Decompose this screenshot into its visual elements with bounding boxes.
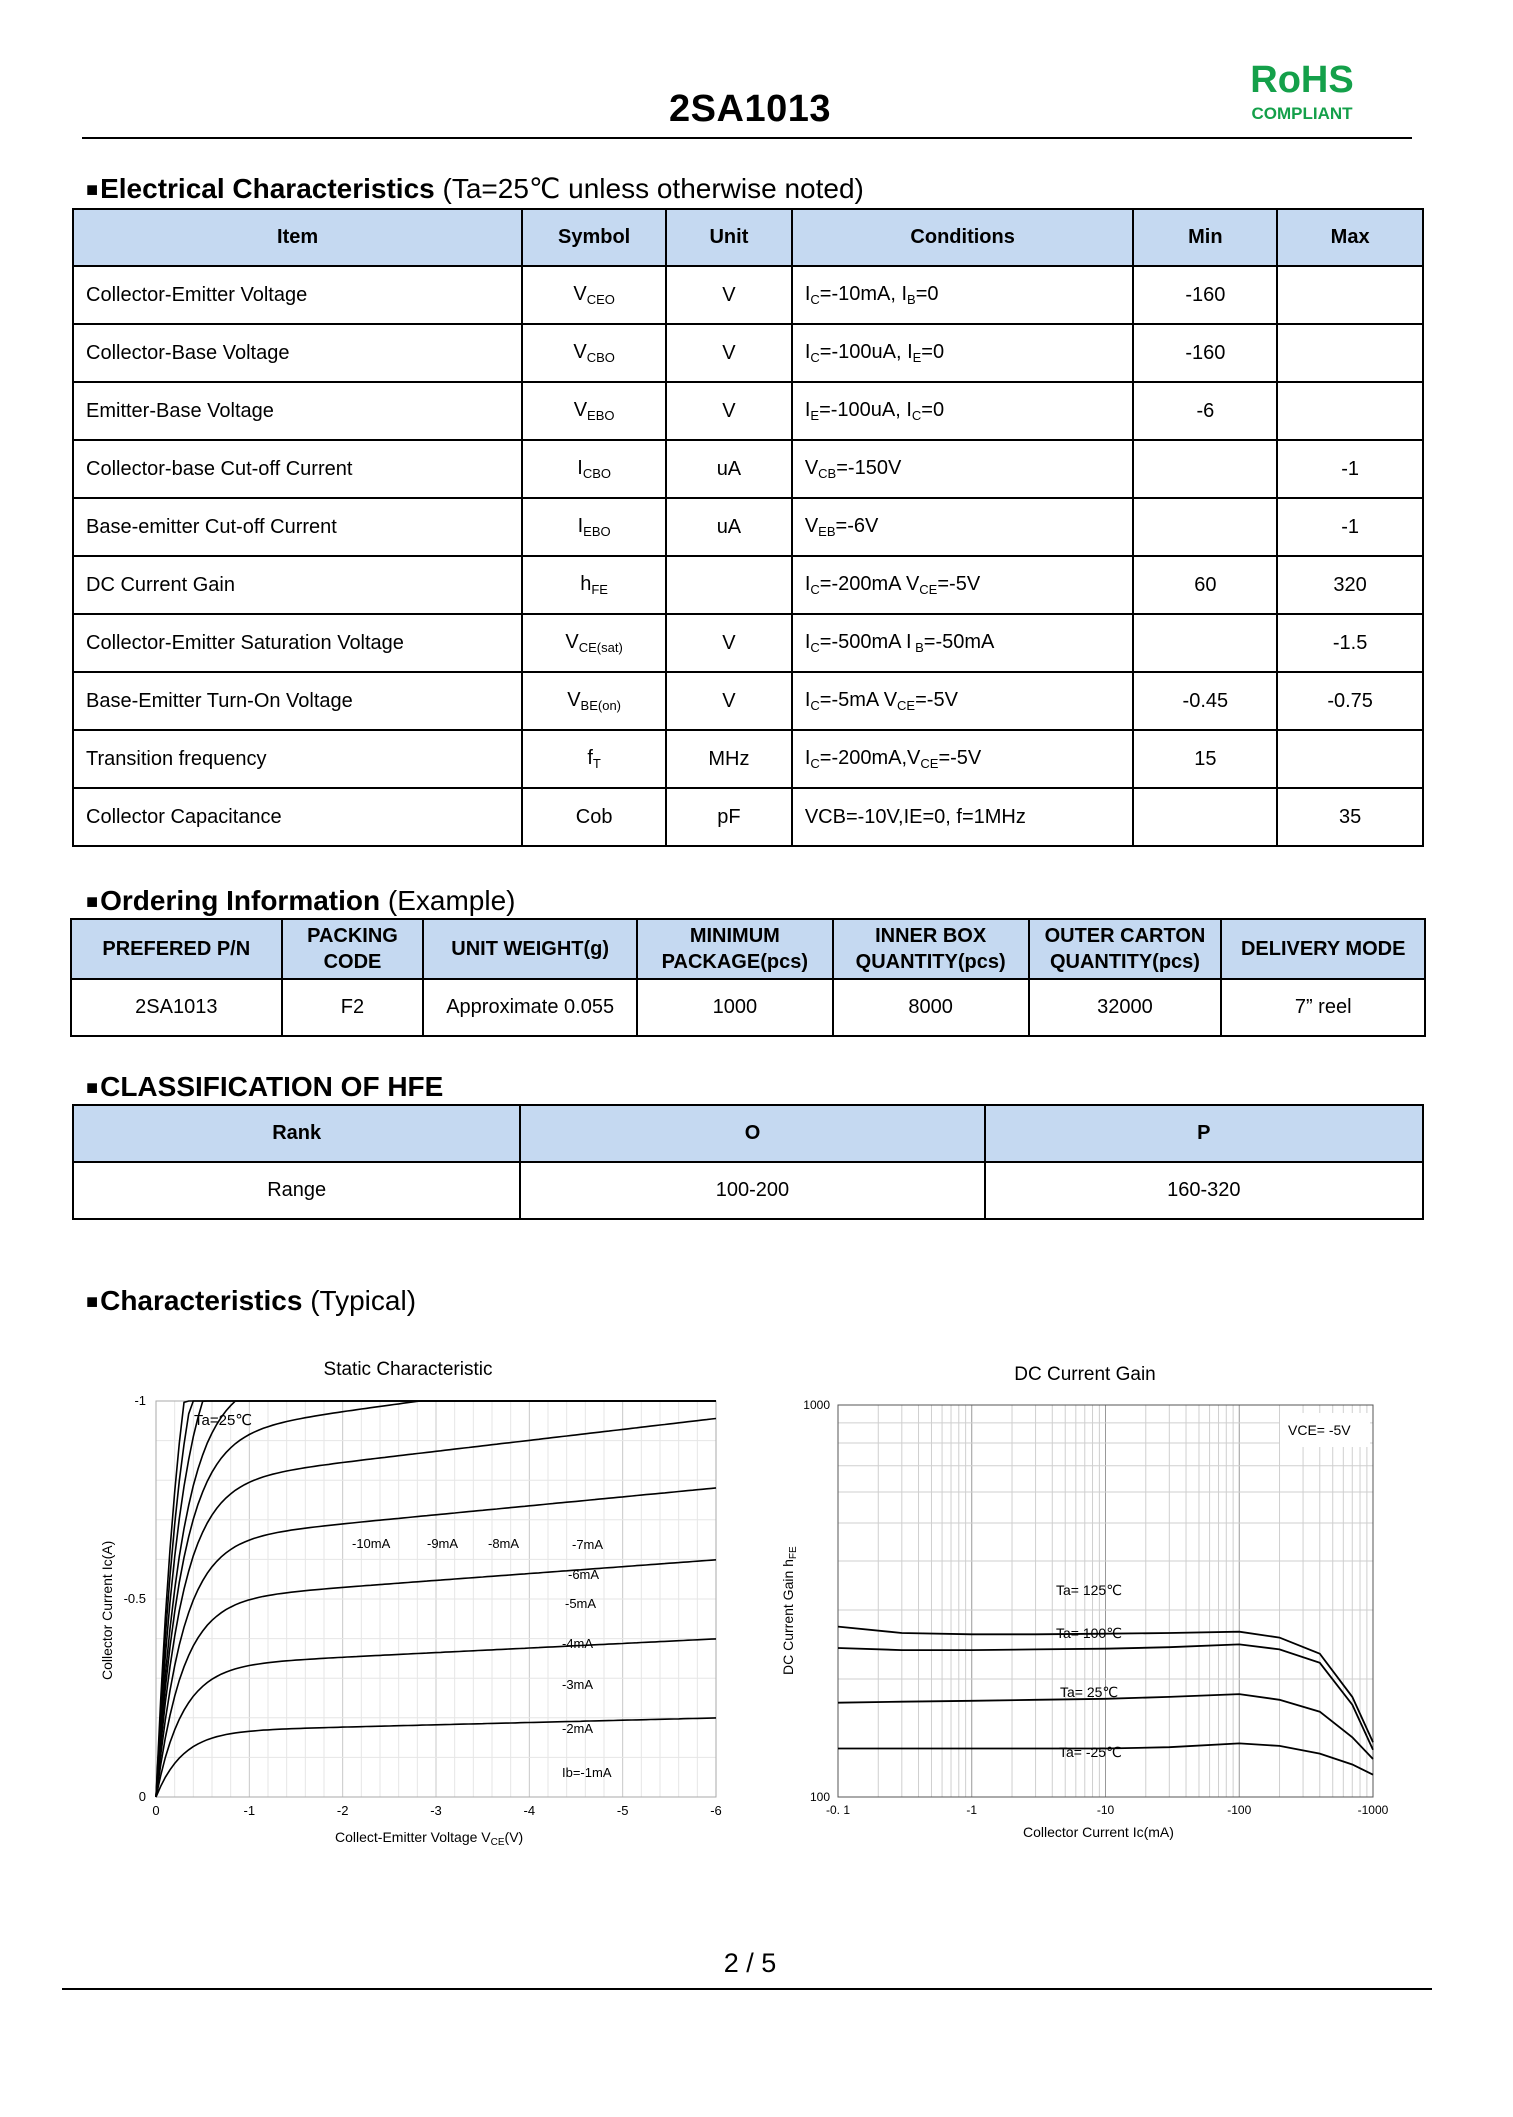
symbol-subscript: CE(sat) [578, 640, 623, 655]
series-label: -6mA [568, 1567, 600, 1582]
conditions-cell: $I_C=-500mA$ I $_B$=-50mA [792, 614, 1134, 672]
conditions-cell: $V_{EB}=-6V$ [792, 498, 1134, 556]
min-cell: 60 [1133, 556, 1277, 614]
x-tick-label: -1000 [1357, 1803, 1389, 1817]
rohs-logo: RoHS [1250, 59, 1354, 101]
min-cell [1133, 614, 1277, 672]
classification-cell: 100-200 [520, 1162, 984, 1219]
conditions-cell: $I_E=-100uA$, $I_C=0$ [792, 382, 1134, 440]
ordering-cell: F2 [282, 979, 424, 1036]
min-cell: -0.45 [1133, 672, 1277, 730]
ordering-cell: Approximate 0.055 [423, 979, 637, 1036]
table-row [73, 324, 1423, 382]
column-header: P [985, 1105, 1423, 1162]
series-label: Ta= 100℃ [1056, 1625, 1122, 1641]
column-header: OUTER CARTON QUANTITY(pcs) [1029, 919, 1222, 979]
item-cell: Emitter-Base Voltage [73, 382, 522, 440]
ordering-table [70, 918, 1426, 1037]
min-cell [1133, 498, 1277, 556]
y-tick-label: 1000 [803, 1398, 830, 1412]
item-cell: DC Current Gain [73, 556, 522, 614]
symbol-subscript: CBO [586, 350, 615, 365]
item-cell: Collector-Base Voltage [73, 324, 522, 382]
series-label: -2mA [562, 1721, 594, 1736]
column-header: Rank [73, 1105, 520, 1162]
symbol-subscript: BE(on) [580, 698, 622, 713]
min-cell: -160 [1133, 324, 1277, 382]
series-label: -5mA [565, 1596, 597, 1611]
x-tick-label: -1 [966, 1803, 978, 1817]
x-tick-label: -6 [710, 1803, 722, 1818]
max-cell: -1 [1277, 498, 1423, 556]
series-label: -4mA [562, 1636, 594, 1651]
chart1-xlabel: Collect-Emitter Voltage $V_{CE}(V)$ [335, 1829, 524, 1848]
unit-cell [666, 556, 792, 614]
chart2-title: DC Current Gain [1014, 1364, 1156, 1385]
conditions-cell: $I_C=-10mA$, $I_B=0$ [792, 266, 1134, 324]
classification-table [72, 1104, 1424, 1220]
series-label: -7mA [572, 1537, 604, 1552]
y-tick-label: -1 [134, 1393, 146, 1408]
characteristics-heading: ■Characteristics (Typical) [86, 1285, 417, 1316]
classification-heading: ■CLASSIFICATION OF HFE [86, 1071, 444, 1102]
table-row [73, 672, 1423, 730]
unit-cell: MHz [666, 730, 792, 788]
y-tick-label: 0 [138, 1789, 146, 1804]
unit-cell: V [666, 266, 792, 324]
series-label: Ta= -25℃ [1059, 1744, 1122, 1760]
table-row [73, 440, 1423, 498]
column-header: Symbol [522, 209, 666, 266]
symbol-cell: $V_{CBO}$ [522, 324, 666, 382]
conditions-cell: $I_C=-100uA$, $I_E=0$ [792, 324, 1134, 382]
ordering-cell: 8000 [833, 979, 1029, 1036]
min-cell: -6 [1133, 382, 1277, 440]
symbol-cell: $I_{EBO}$ [522, 498, 666, 556]
x-tick-label: -1 [243, 1803, 256, 1818]
chart2-ylabel: DC Current Gain $h_{FE}$ [780, 1546, 799, 1675]
conditions-cell: $I_C=-200mA$ $V_{CE}=-5V$ [792, 556, 1134, 614]
max-cell: 35 [1277, 788, 1423, 846]
ordering-cell: 1000 [637, 979, 833, 1036]
column-header: MINIMUM PACKAGE(pcs) [637, 919, 833, 979]
column-header: Min [1133, 209, 1277, 266]
x-tick-label: -5 [616, 1803, 629, 1818]
item-cell: Transition frequency [73, 730, 522, 788]
electrical-table [72, 208, 1424, 847]
item-cell: Collector Capacitance [73, 788, 522, 846]
x-tick-label: -3 [430, 1803, 442, 1818]
classification-cell: 160-320 [985, 1162, 1423, 1219]
symbol-cell: $h_{FE}$ [522, 556, 666, 614]
max-cell [1277, 730, 1423, 788]
x-tick-label: 0 [152, 1803, 160, 1818]
symbol-cell: Cob [522, 788, 666, 846]
ordering-heading: ■Ordering Information (Example) [86, 885, 516, 916]
symbol-subscript: FE [591, 582, 608, 597]
symbol-subscript: CBO [582, 466, 611, 481]
min-cell: 15 [1133, 730, 1277, 788]
conditions-cell: VCB=-10V,IE=0, f=1MHz [792, 788, 1134, 846]
rohs-compliant-label: COMPLIANT [1251, 104, 1353, 123]
series-label: -9mA [427, 1536, 459, 1551]
classification-cell: Range [73, 1162, 520, 1219]
unit-cell: V [666, 614, 792, 672]
column-header: O [520, 1105, 984, 1162]
table-header-row [73, 209, 1423, 266]
table-row [73, 266, 1423, 324]
table-row [73, 730, 1423, 788]
table-row [73, 556, 1423, 614]
table-row [73, 498, 1423, 556]
column-header: Unit [666, 209, 792, 266]
symbol-subscript: EBO [587, 408, 615, 423]
symbol-cell: $I_{CBO}$ [522, 440, 666, 498]
min-cell: -160 [1133, 266, 1277, 324]
ordering-cell: 2SA1013 [71, 979, 282, 1036]
electrical-heading: ■Electrical Characteristics (Ta=25℃ unless otherwise noted) [86, 173, 864, 204]
series-label: Ib=-1mA [562, 1765, 612, 1780]
table-header-row [71, 919, 1425, 979]
unit-cell: V [666, 672, 792, 730]
item-cell: Collector-base Cut-off Current [73, 440, 522, 498]
column-header: Conditions [792, 209, 1134, 266]
dc-current-gain-chart [770, 1345, 1430, 1855]
max-cell [1277, 382, 1423, 440]
max-cell: -0.75 [1277, 672, 1423, 730]
table-row [73, 614, 1423, 672]
column-header: PACKING CODE [282, 919, 424, 979]
chart1-ylabel: Collector Current Ic(A) [99, 1540, 115, 1680]
item-cell: Base-emitter Cut-off Current [73, 498, 522, 556]
column-header: Max [1277, 209, 1423, 266]
symbol-cell: $V_{CE(sat)}$ [522, 614, 666, 672]
page-number: 2 / 5 [723, 1948, 777, 1978]
x-tick-label: -100 [1227, 1803, 1252, 1817]
item-cell: Base-Emitter Turn-On Voltage [73, 672, 522, 730]
header-divider [82, 137, 1412, 139]
item-cell: Collector-Emitter Voltage [73, 266, 522, 324]
column-header: DELIVERY MODE [1221, 919, 1425, 979]
max-cell: -1 [1277, 440, 1423, 498]
column-header: INNER BOX QUANTITY(pcs) [833, 919, 1029, 979]
document-title: 2SA1013 [669, 88, 831, 130]
min-cell [1133, 440, 1277, 498]
chart1-annotation: Ta=25℃ [194, 1412, 253, 1429]
symbol-cell: $V_{CEO}$ [522, 266, 666, 324]
series-label: Ta= 125℃ [1056, 1582, 1122, 1598]
symbol-cell: $V_{EBO}$ [522, 382, 666, 440]
unit-cell: pF [666, 788, 792, 846]
chart1-title: Static Characteristic [323, 1359, 493, 1380]
y-tick-label: -0.5 [123, 1591, 146, 1606]
ordering-cell: 32000 [1029, 979, 1222, 1036]
footer-divider [62, 1988, 1432, 1990]
chart2-xlabel: Collector Current Ic(mA) [1023, 1824, 1174, 1840]
ordering-cell: 7” reel [1221, 979, 1425, 1036]
unit-cell: uA [666, 440, 792, 498]
series-label: -8mA [488, 1536, 520, 1551]
unit-cell: uA [666, 498, 792, 556]
symbol-subscript: T [592, 756, 601, 771]
symbol-cell: $f_T$ [522, 730, 666, 788]
table-row [73, 788, 1423, 846]
column-header: PREFERED P/N [71, 919, 282, 979]
series-label: -10mA [352, 1536, 391, 1551]
x-tick-label: -0. 1 [825, 1803, 851, 1817]
series-label: -3mA [562, 1677, 594, 1692]
x-tick-label: -4 [523, 1803, 536, 1818]
symbol-subscript: EBO [583, 524, 611, 539]
max-cell: 320 [1277, 556, 1423, 614]
symbol-subscript: CEO [586, 292, 615, 307]
unit-cell: V [666, 324, 792, 382]
symbol-cell: $V_{BE(on)}$ [522, 672, 666, 730]
chart2-annotation: VCE= -5V [1288, 1422, 1351, 1438]
x-tick-label: -2 [336, 1803, 349, 1818]
column-header: Item [73, 209, 522, 266]
item-cell: Collector-Emitter Saturation Voltage [73, 614, 522, 672]
table-row [73, 1162, 1423, 1219]
y-tick-label: 100 [809, 1790, 830, 1804]
table-row [73, 382, 1423, 440]
min-cell [1133, 788, 1277, 846]
max-cell [1277, 266, 1423, 324]
table-row [71, 979, 1425, 1036]
max-cell [1277, 324, 1423, 382]
table-header-row [73, 1105, 1423, 1162]
static-characteristic-chart [90, 1345, 730, 1855]
conditions-cell: $I_C=-5mA$ $V_{CE}=-5V$ [792, 672, 1134, 730]
column-header: UNIT WEIGHT(g) [423, 919, 637, 979]
max-cell: -1.5 [1277, 614, 1423, 672]
unit-cell: V [666, 382, 792, 440]
series-label: Ta= 25℃ [1060, 1684, 1119, 1700]
conditions-cell: $V_{CB}=-150V$ [792, 440, 1134, 498]
conditions-cell: $I_C=-200mA,V_{CE}=-5V$ [792, 730, 1134, 788]
x-tick-label: -10 [1096, 1803, 1115, 1817]
